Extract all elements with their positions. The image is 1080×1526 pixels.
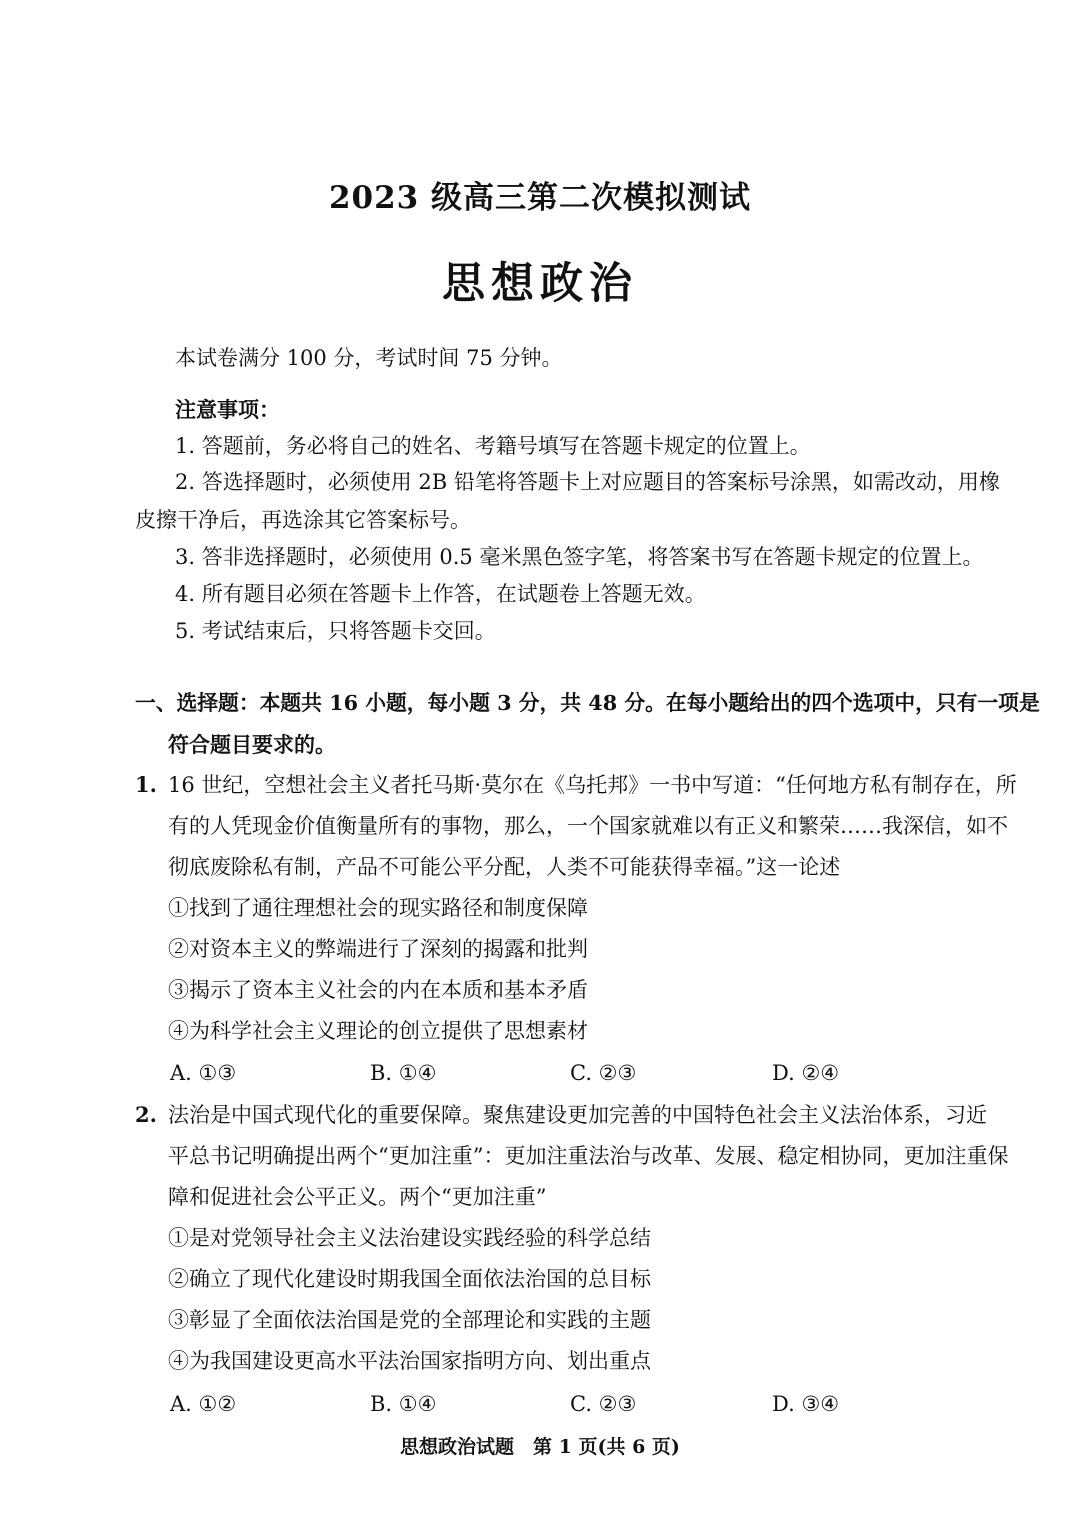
question-stem-line: 法治是中国式现代化的重要保障。聚焦建设更加完善的中国特色社会主义法治体系，习近 (168, 1103, 987, 1127)
option-c: C. ②③ (570, 1061, 637, 1085)
option-d: D. ③④ (772, 1392, 840, 1416)
note-item: 2. 答选择题时，必须使用 2B 铅笔将答题卡上对应题目的答案标号涂黑，如需改动，用橡 (175, 470, 1000, 494)
note-item-continuation: 皮擦干净后，再选涂其它答案标号。 (135, 508, 471, 532)
note-item: 5. 考试结束后，只将答题卡交回。 (175, 619, 496, 643)
statement: ③彰显了全面依法治国是党的全部理论和实践的主题 (168, 1308, 651, 1332)
option-d: D. ②④ (772, 1061, 840, 1085)
statement: ②确立了现代化建设时期我国全面依法治国的总目标 (168, 1267, 651, 1291)
question-stem-line: 障和促进社会公平正义。两个“更加注重” (168, 1185, 547, 1209)
page-footer: 思想政治试题 第 1 页(共 6 页) (400, 1436, 680, 1458)
statement: ①是对党领导社会主义法治建设实践经验的科学总结 (168, 1226, 651, 1250)
option-a: A. ①② (170, 1392, 237, 1416)
notes-heading: 注意事项： (175, 397, 280, 422)
note-item: 3. 答非选择题时，必须使用 0.5 毫米黑色签字笔，将答案书写在答题卡规定的位置上。 (175, 545, 984, 569)
exam-title: 2023 级高三第二次模拟测试 (328, 180, 752, 216)
option-c: C. ②③ (570, 1392, 637, 1416)
statement: ①找到了通往理想社会的现实路径和制度保障 (168, 896, 588, 920)
question-stem-line: 16 世纪，空想社会主义者托马斯·莫尔在《乌托邦》一书中写道：“任何地方私有制存在，所 (168, 773, 1017, 797)
option-b: B. ①④ (370, 1392, 437, 1416)
statement: ②对资本主义的弊端进行了深刻的揭露和批判 (168, 937, 588, 961)
statement: ④为我国建设更高水平法治国家指明方向、划出重点 (168, 1349, 651, 1373)
note-item: 1. 答题前，务必将自己的姓名、考籍号填写在答题卡规定的位置上。 (175, 434, 811, 458)
option-b: B. ①④ (370, 1061, 437, 1085)
question-stem-line: 有的人凭现金价值衡量所有的事物，那么，一个国家就难以有正义和繁荣……我深信，如不 (168, 814, 1008, 838)
section-heading-continuation: 符合题目要求的。 (168, 732, 336, 757)
statement: ③揭示了资本主义社会的内在本质和基本矛盾 (168, 978, 588, 1002)
subject-title: 思想政治 (442, 259, 638, 309)
question-stem-line: 平总书记明确提出两个“更加注重”：更加注重法治与改革、发展、稳定相协同，更加注重保 (168, 1144, 1009, 1168)
question-stem-line: 彻底废除私有制，产品不可能公平分配，人类不可能获得幸福。”这一论述 (168, 855, 841, 879)
section-heading: 一、选择题：本题共 16 小题，每小题 3 分，共 48 分。在每小题给出的四个选项中，只有一项是 (135, 690, 1040, 715)
question-number: 2. (135, 1102, 157, 1127)
note-item: 4. 所有题目必须在答题卡上作答，在试题卷上答题无效。 (175, 582, 706, 606)
statement: ④为科学社会主义理论的创立提供了思想素材 (168, 1019, 588, 1043)
question-number: 1. (135, 772, 157, 797)
exam-intro: 本试卷满分 100 分，考试时间 75 分钟。 (175, 346, 563, 370)
option-a: A. ①③ (170, 1061, 237, 1085)
